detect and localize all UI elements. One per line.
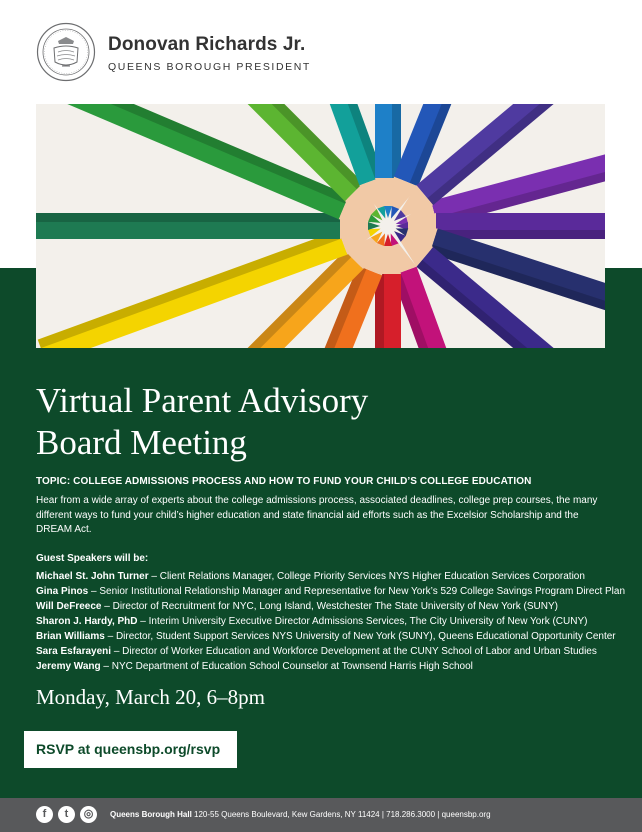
footer-contact xyxy=(110,810,491,819)
footer xyxy=(0,798,642,832)
speaker-name: Michael St. John Turner xyxy=(36,571,149,582)
official-role: QUEENS BOROUGH PRESIDENT xyxy=(108,61,311,73)
event-title-line-1: Virtual Parent Advisory xyxy=(36,381,369,420)
colored-pencils-photo xyxy=(36,104,605,348)
speaker-detail: – Director, Student Support Services NYS University of New York (SUNY), Queens Educational Opportunity Center xyxy=(104,631,616,642)
speaker-detail: – Interim University Executive Director Admissions Services, The City University of New York (CUNY) xyxy=(137,616,588,627)
speaker-item xyxy=(36,629,625,644)
speaker-name: Will DeFreece xyxy=(36,601,102,612)
speaker-detail: – Director of Recruitment for NYC, Long Island, Westchester The State University of New York (SUNY) xyxy=(101,601,558,612)
twitter-icon[interactable] xyxy=(58,806,75,823)
speaker-detail: – Client Relations Manager, College Priority Services NYS Higher Education Services Corporation xyxy=(148,571,585,582)
speaker-detail: – NYC Department of Education School Counselor at Townsend Harris High School xyxy=(100,661,473,672)
rsvp-link[interactable]: RSVP at queensbp.org/rsvp xyxy=(36,741,221,757)
event-title-line-2: Board Meeting xyxy=(36,423,247,462)
facebook-glyph: f xyxy=(42,808,47,820)
speaker-detail: – Director of Worker Education and Workforce Development at the CUNY School of Labor and Urban Studies xyxy=(111,646,597,657)
speaker-item xyxy=(36,584,625,599)
speaker-item xyxy=(36,644,625,659)
borough-seal-icon xyxy=(36,22,96,82)
guest-speakers-heading: Guest Speakers will be: xyxy=(36,553,149,564)
speaker-item xyxy=(36,599,625,614)
instagram-glyph: ◎ xyxy=(83,808,94,820)
speaker-item xyxy=(36,569,625,584)
colored-pencils-icon xyxy=(36,104,605,348)
footer-venue: Queens Borough Hall xyxy=(110,810,192,819)
pencil-shape xyxy=(36,213,380,239)
instagram-icon[interactable] xyxy=(80,806,97,823)
event-title xyxy=(36,380,368,464)
footer-address: 120-55 Queens Boulevard, Kew Gardens, NY 11424 | 718.286.3000 | queensbp.org xyxy=(191,810,491,819)
twitter-glyph: t xyxy=(64,808,69,820)
speaker-list xyxy=(36,569,625,674)
speaker-name: Gina Pinos xyxy=(36,586,89,597)
speaker-name: Sharon J. Hardy, PhD xyxy=(36,616,138,627)
speaker-name: Sara Esfarayeni xyxy=(36,646,112,657)
event-date: Monday, March 20, 6–8pm xyxy=(36,685,266,709)
facebook-icon[interactable] xyxy=(36,806,53,823)
event-description: Hear from a wide array of experts about the college admissions process, associated deadlines, college prep courses, the many different ways to fund your child’s higher education and state financial aid efforts such as the Excelsior Scholarship and the DREAM Act. xyxy=(36,495,598,536)
speaker-item xyxy=(36,614,625,629)
rsvp-box[interactable] xyxy=(24,731,237,768)
event-topic: TOPIC: COLLEGE ADMISSIONS PROCESS AND HOW TO FUND YOUR CHILD’S COLLEGE EDUCATION xyxy=(36,476,532,487)
speaker-name: Brian Williams xyxy=(36,631,105,642)
speaker-item xyxy=(36,659,625,674)
speaker-detail: – Senior Institutional Relationship Manager and Representative for New York’s 529 College Savings Program Direct Plan xyxy=(88,586,626,597)
speaker-name: Jeremy Wang xyxy=(36,661,101,672)
official-name: Donovan Richards Jr. xyxy=(108,34,306,55)
